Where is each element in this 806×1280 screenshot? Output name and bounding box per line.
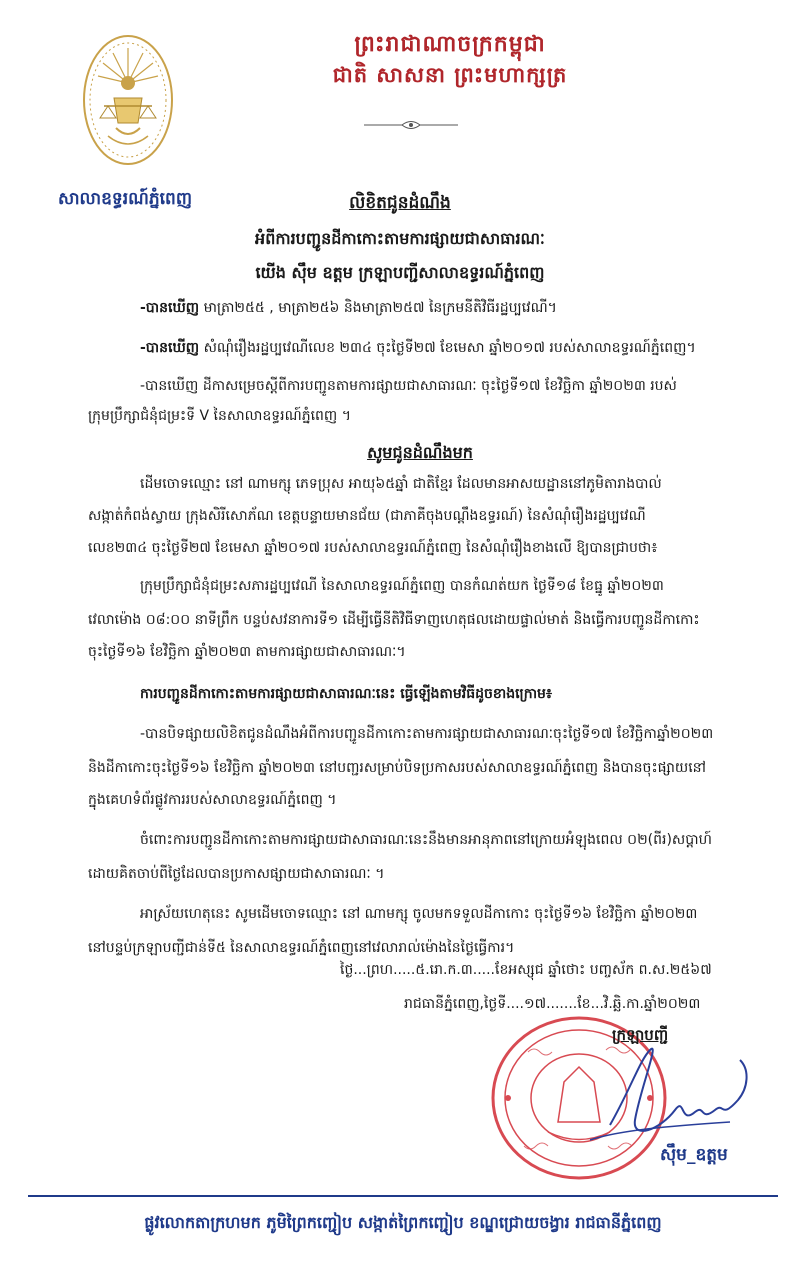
seen-label: -បានឃើញ bbox=[140, 340, 200, 356]
paragraph-2-line1: ក្រុមប្រឹក្សាជំនុំជម្រះសភារដ្ឋប្បវេណី នៃសាលាឧទ្ធរណ៍ភ្នំពេញ បានកំណត់យក ថ្ងៃទី១៨ ខែធ្នូ ឆ្នាំ២០២៣ bbox=[140, 578, 664, 594]
court-emblem-icon bbox=[78, 28, 178, 168]
lunar-date: ថ្ងៃ...ព្រហ.....៥.រោ.ក.៣.....ខែអស្សុជ ឆ្នាំថោះ បញ្ចស័ក ព.ស.២៥៦៧ bbox=[340, 962, 712, 978]
signer-title: ក្រឡាបញ្ជី bbox=[612, 1026, 669, 1044]
paragraph-1-line3: លេខ២៣៤ ចុះថ្ងៃទី២៧ ខែមេសា ឆ្នាំ២០១៧ របស់សាលាឧទ្ធរណ៍ភ្នំពេញ នៃសំណុំរឿងខាងលើ ឱ្យបានជ្រាបថា៖ bbox=[88, 540, 658, 556]
paragraph-5-line2: ដោយគិតចាប់ពីថ្ងៃដែលបានប្រកាសផ្សាយជាសាធារណៈ ។ bbox=[88, 866, 385, 882]
seen-clause-1 bbox=[140, 298, 800, 318]
seen-clause-3-line1: -បានឃើញ ដីកាសម្រេចស្តីពីការបញ្ជូនតាមការផ្សាយជាសាធារណៈ ចុះថ្ងៃទី១៧ ខែវិច្ឆិកា ឆ្នាំ២០២៣ របស់ bbox=[140, 378, 677, 394]
seen-text: មាត្រា២៥៥ , មាត្រា២៥៦ និងមាត្រា២៥៧ នៃក្រមនីតិវិធីរដ្ឋប្បវេណី។ bbox=[199, 300, 557, 316]
paragraph-6-line2: នៅបន្ទប់ក្រឡាបញ្ជីជាន់ទី៥ នៃសាលាឧទ្ធរណ៍ភ្នំពេញនៅវេលារាល់ម៉ោងនៃថ្ងៃធ្វើការ។ bbox=[88, 940, 515, 956]
paragraph-4-line1: -បានបិទផ្សាយលិខិតជូនដំណឹងអំពីការបញ្ជូនដីកាកោះតាមការផ្សាយជាសាធារណៈចុះថ្ងៃទី១៧ ខែវិច្ឆិកាឆ្នាំ២០២៣ bbox=[140, 726, 714, 742]
paragraph-5-line1: ចំពោះការបញ្ជូនដីកាកោះតាមការផ្សាយជាសាធារណៈនេះនឹងមានអានុភាពនៅក្រោយអំឡុងពេល ០២(ពីរ)សប្តាហ៍ bbox=[140, 832, 712, 848]
handwritten-signature-icon bbox=[580, 1030, 760, 1150]
paragraph-6-line1: អាស្រ័យហេតុនេះ សូមដើមចោទឈ្មោះ នៅ ណាមក្សុ ចូលមកទទួលដីកាកោះ ចុះថ្ងៃទី១៦ ខែវិច្ឆិកា ឆ្នាំ២០២៣ bbox=[140, 906, 698, 922]
seen-label: -បានឃើញ bbox=[140, 300, 200, 316]
subject-line-1: អំពីការបញ្ជូនដីកាកោះតាមការផ្សាយជាសាធារណៈ bbox=[255, 229, 545, 248]
paragraph-2-line3: ចុះថ្ងៃទី១៦ ខែវិច្ឆិកា ឆ្នាំ២០២៣ តាមការផ្សាយជាសាធារណៈ។ bbox=[88, 644, 406, 660]
ornament-divider-icon bbox=[362, 118, 460, 132]
paragraph-1-line1: ដើមចោទឈ្មោះ នៅ ណាមក្សុ ភេទប្រុស អាយុ៦៥ឆ្នាំ ជាតិខ្មែរ ដែលមានអាសយដ្ឋាននៅភូមិតារាងបាល់ bbox=[140, 476, 662, 492]
national-motto: ជាតិ សាសនា ព្រះមហាក្សត្រ bbox=[332, 62, 568, 87]
footer-divider bbox=[28, 1195, 778, 1197]
kingdom-title: ព្រះរាជាណាចក្រកម្ពុជា bbox=[354, 31, 546, 57]
seen-text: សំណុំរឿងរដ្ឋប្បវេណីលេខ ២៣៤ ចុះថ្ងៃទី២៧ ខែមេសា ឆ្នាំ២០១៧ របស់សាលាឧទ្ធរណ៍ភ្នំពេញ។ bbox=[199, 340, 696, 356]
paragraph-3-line1: ការបញ្ជូនដីកាកោះតាមការផ្សាយជាសាធារណៈនេះ ធ្វើឡើងតាមវិធីដូចខាងក្រោម៖ bbox=[140, 686, 553, 702]
paragraph-2-line2: វេលាម៉ោង ០៨:០០ នាទីព្រឹក បន្ទប់សវនាការទី១ ដើម្បីធ្វើនីតិវិធីទាញហេតុផលដោយផ្ទាល់មាត់ និងធ្វើការបញ្ជូនដីកាកោះ bbox=[88, 612, 700, 628]
document-title: លិខិតជូនដំណឹង bbox=[349, 193, 451, 213]
footer-address: ផ្លូវលោកតាក្រហមក ភូមិព្រៃកញ្ជៀប សង្កាត់ព្រៃកញ្ជៀប ខណ្ឌជ្រោយចង្វារ រាជធានីភ្នំពេញ bbox=[144, 1213, 662, 1232]
notify-heading: សូមជូនដំណឹងមក bbox=[367, 443, 473, 462]
seen-clause-3-line2: ក្រុមប្រឹក្សាជំនុំជម្រះទី V នៃសាលាឧទ្ធរណ៍ភ្នំពេញ ។ bbox=[88, 408, 351, 424]
solar-date: រាជធានីភ្នំពេញ,ថ្ងៃទី....១៧.......ខែ...វិ.ឆ្ឆិ.កា.ឆ្នាំ២០២៣ bbox=[404, 996, 701, 1012]
subject-line-2: យើង ស៊ឹម ឧត្តម ក្រឡាបញ្ជីសាលាឧទ្ធរណ៍ភ្នំពេញ bbox=[255, 263, 545, 282]
court-name: សាលាឧទ្ធរណ៍ភ្នំពេញ bbox=[57, 189, 193, 209]
paragraph-4-line3: ក្នុងគេហទំព័រផ្លូវការរបស់សាលាឧទ្ធរណ៍ភ្នំពេញ ។ bbox=[88, 792, 337, 808]
paragraph-4-line2: និងដីកាកោះចុះថ្ងៃទី១៦ ខែវិច្ឆិកា ឆ្នាំ២០២៣ នៅបញ្ជរសម្រាប់បិទប្រកាសរបស់សាលាឧទ្ធរណ៍ភ្នំពេញ និងបានចុះផ្សាយនៅ bbox=[88, 760, 706, 776]
paragraph-1-line2: សង្កាត់កំពង់ស្វាយ ក្រុងសិរីសោភ័ណ ខេត្តបន្ទាយមានជ័យ (ជាភាគីចុងបណ្តឹងឧទ្ធរណ៍) នៃសំណុំរឿងរដ្ឋប្បវេណី bbox=[88, 508, 646, 524]
signer-name: ស៊ឹម_ឧត្តម bbox=[660, 1145, 728, 1165]
seen-clause-2 bbox=[140, 338, 800, 358]
